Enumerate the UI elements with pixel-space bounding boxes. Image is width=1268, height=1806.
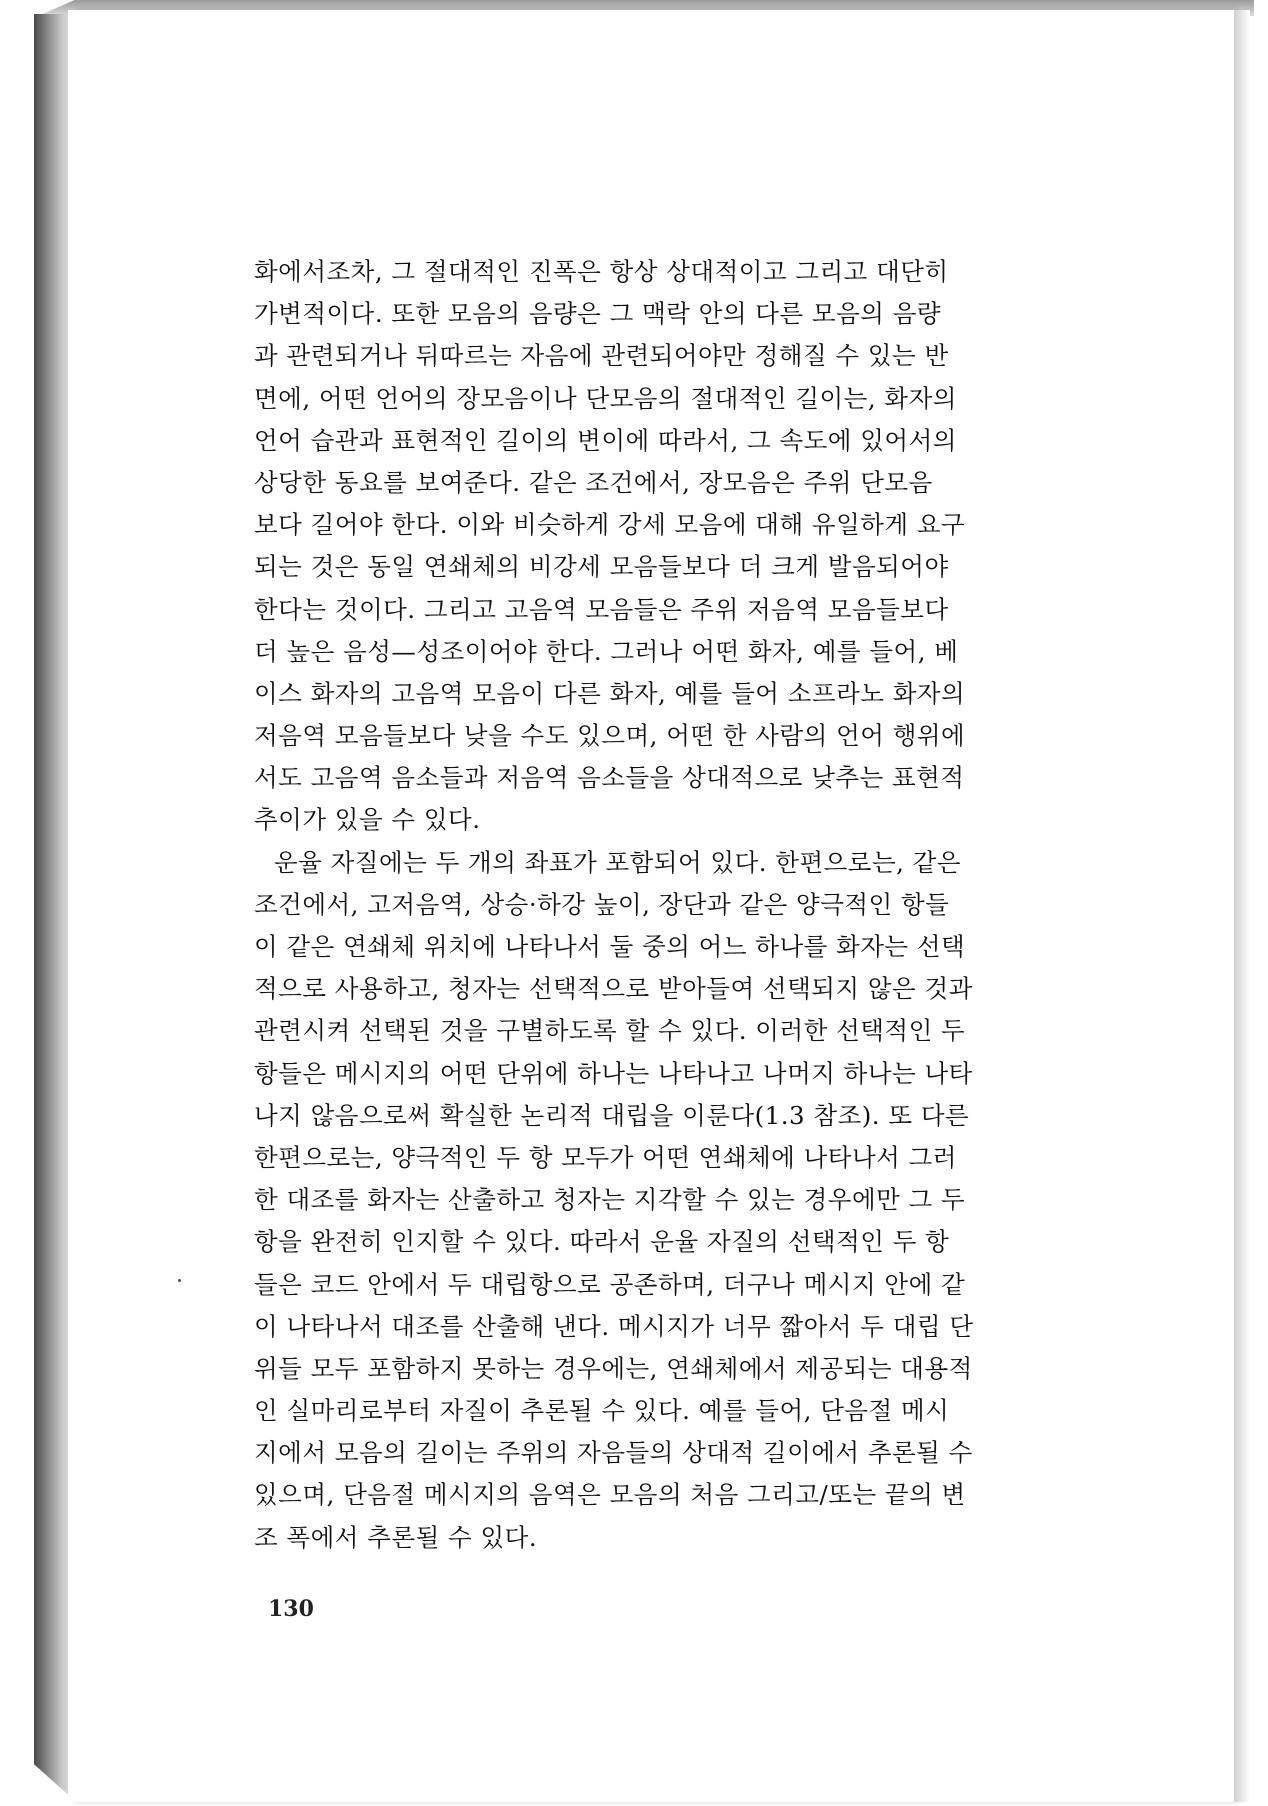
body-line: 더 높은 음성—성조이어야 한다. 그러나 어떤 화자, 예를 들어, 베 <box>254 636 959 666</box>
body-line: 되는 것은 동일 연쇄체의 비강세 모음들보다 더 크게 발음되어야 <box>254 552 949 582</box>
body-line: 언어 습관과 표현적인 길이의 변이에 따라서, 그 속도에 있어서의 <box>254 425 957 455</box>
body-line: 상당한 동요를 보여준다. 같은 조건에서, 장모음은 주위 단모음 <box>254 467 933 497</box>
body-line: 나지 않음으로써 확실한 논리적 대립을 이룬다(1.3 참조). 또 다른 <box>254 1100 970 1130</box>
body-line: 지에서 모음의 길이는 주위의 자음들의 상대적 길이에서 추론될 수 <box>254 1438 973 1468</box>
body-line: 있으며, 단음절 메시지의 음역은 모음의 처음 그리고/또는 끝의 변 <box>254 1480 966 1510</box>
page-number: 130 <box>268 1596 314 1622</box>
body-line: 추이가 있을 수 있다. <box>254 805 481 835</box>
body-line: 들은 코드 안에서 두 대립항으로 공존하며, 더구나 메시지 안에 같 <box>254 1269 966 1299</box>
body-line: 이스 화자의 고음역 모음이 다른 화자, 예를 들어 소프라노 화자의 <box>254 678 966 708</box>
page-right-shadow <box>1234 10 1250 1802</box>
body-line: 한다는 것이다. 그리고 고음역 모음들은 주위 저음역 모음들보다 <box>254 594 949 624</box>
body-text <box>254 251 1096 1559</box>
scan-speck <box>178 1279 181 1282</box>
body-line: 항들은 메시지의 어떤 단위에 하나는 나타나고 나머지 하나는 나타 <box>254 1058 973 1088</box>
body-line: 이 나타나서 대조를 산출해 낸다. 메시지가 너무 짧아서 두 대립 단 <box>254 1311 974 1341</box>
paragraph-start-line: 운율 자질에는 두 개의 좌표가 포함되어 있다. 한편으로는, 같은 <box>274 847 962 877</box>
body-line: 이 같은 연쇄체 위치에 나타나서 둘 중의 어느 하나를 화자는 선택 <box>254 932 966 961</box>
body-line: 과 관련되거나 뒤따르는 자음에 관련되어야만 정해질 수 있는 반 <box>254 341 949 371</box>
body-line: 화에서조차, 그 절대적인 진폭은 항상 상대적이고 그리고 대단히 <box>254 257 949 286</box>
body-line: 관련시켜 선택된 것을 구별하도록 할 수 있다. 이러한 선택적인 두 <box>254 1016 966 1046</box>
body-line: 보다 길어야 한다. 이와 비슷하게 강세 모음에 대해 유일하게 요구 <box>254 510 966 540</box>
body-line: 면에, 어떤 언어의 장모음이나 단모음의 절대적인 길이는, 화자의 <box>254 383 957 413</box>
body-line: 위들 모두 포함하지 못하는 경우에는, 연쇄체에서 제공되는 대용적 <box>254 1353 973 1383</box>
body-line: 인 실마리로부터 자질이 추론될 수 있다. 예를 들어, 단음절 메시 <box>254 1396 950 1426</box>
body-line: 저음역 모음들보다 낮을 수도 있으며, 어떤 한 사람의 언어 행위에 <box>254 721 966 751</box>
body-line: 조 폭에서 추론될 수 있다. <box>254 1522 538 1552</box>
body-line: 서도 고음역 음소들과 저음역 음소들을 상대적으로 낮추는 표현적 <box>254 763 965 793</box>
body-line: 가변적이다. 또한 모음의 음량은 그 맥락 안의 다른 모음의 음량 <box>254 299 942 329</box>
body-line: 적으로 사용하고, 청자는 선택적으로 받아들여 선택되지 않은 것과 <box>254 974 973 1004</box>
body-line: 한편으로는, 양극적인 두 항 모두가 어떤 연쇄체에 나타나서 그러 <box>254 1142 957 1172</box>
body-line: 조건에서, 고저음역, 상승·하강 높이, 장단과 같은 양극적인 항들 <box>254 889 950 919</box>
body-line: 항을 완전히 인지할 수 있다. 따라서 운율 자질의 선택적인 두 항 <box>254 1227 950 1257</box>
body-line: 한 대조를 화자는 산출하고 청자는 지각할 수 있는 경우에만 그 두 <box>254 1185 966 1215</box>
